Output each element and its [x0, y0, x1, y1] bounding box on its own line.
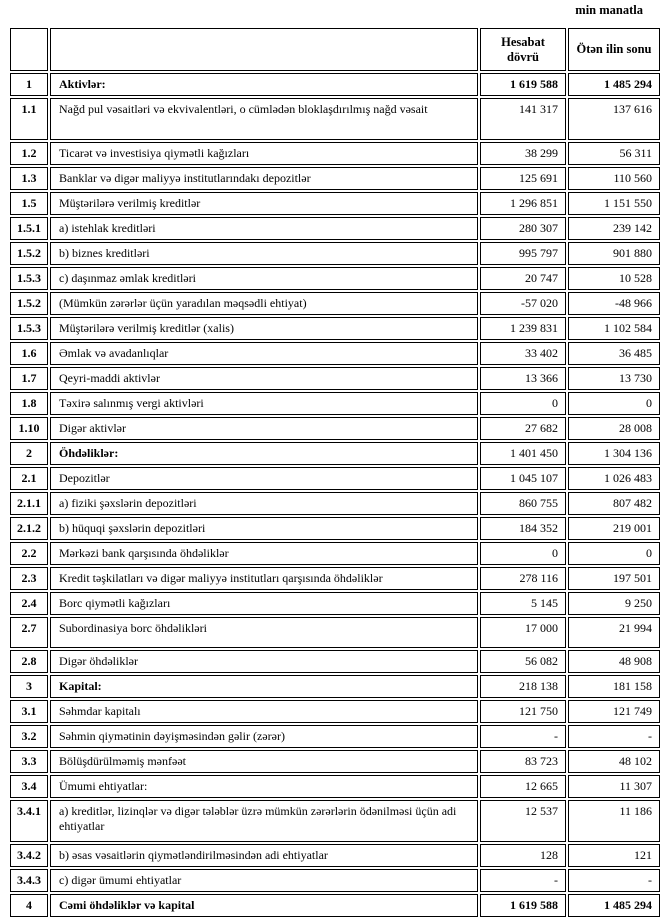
- row-number: 4: [10, 894, 48, 917]
- table-row: [10, 217, 660, 240]
- table-row: [10, 750, 660, 773]
- table-row: [10, 542, 660, 565]
- value-previous: 1 485 294: [568, 73, 660, 96]
- table-row: [10, 650, 660, 673]
- value-current: 56 082: [480, 650, 566, 673]
- row-number: 3.2: [10, 725, 48, 748]
- row-number: 2.2: [10, 542, 48, 565]
- row-label: Müştərilərə verilmiş kreditlər: [50, 192, 478, 215]
- table-row: [10, 167, 660, 190]
- value-previous: 13 730: [568, 367, 660, 390]
- row-label: a) kreditlər, lizinqlər və digər tələblər üzrə mümkün zərərlərin ödənilməsi üçün adi ehtiyatlar: [50, 800, 478, 842]
- table-row: [10, 392, 660, 415]
- value-current: 1 619 588: [480, 894, 566, 917]
- value-previous: 36 485: [568, 342, 660, 365]
- value-previous: 56 311: [568, 142, 660, 165]
- value-current: 38 299: [480, 142, 566, 165]
- row-number: 1: [10, 73, 48, 96]
- row-label: Müştərilərə verilmiş kreditlər (xalis): [50, 317, 478, 340]
- row-label: Aktivlər:: [50, 73, 478, 96]
- value-current: 83 723: [480, 750, 566, 773]
- row-number: 2.1.1: [10, 492, 48, 515]
- value-previous: 11 307: [568, 775, 660, 798]
- value-current: 12 537: [480, 800, 566, 842]
- value-previous: 48 908: [568, 650, 660, 673]
- value-current: 121 750: [480, 700, 566, 723]
- value-previous: -: [568, 869, 660, 892]
- row-label: Qeyri-maddi aktivlər: [50, 367, 478, 390]
- value-previous: 28 008: [568, 417, 660, 440]
- header-label-cell: [50, 28, 478, 71]
- row-number: 1.5.1: [10, 217, 48, 240]
- value-previous: -: [568, 725, 660, 748]
- value-current: 0: [480, 542, 566, 565]
- table-row: [10, 592, 660, 615]
- unit-note: min manatla: [575, 3, 643, 17]
- table-row: [10, 517, 660, 540]
- row-number: 1.5.2: [10, 242, 48, 265]
- header-current-period: Hesabat dövrü: [480, 28, 566, 71]
- value-previous: 901 880: [568, 242, 660, 265]
- row-number: 1.6: [10, 342, 48, 365]
- row-number: 3.1: [10, 700, 48, 723]
- value-previous: 1 304 136: [568, 442, 660, 465]
- table-row: [10, 267, 660, 290]
- value-current: 995 797: [480, 242, 566, 265]
- table-row: [10, 869, 660, 892]
- value-previous: 1 102 584: [568, 317, 660, 340]
- value-current: -: [480, 725, 566, 748]
- table-row: [10, 725, 660, 748]
- balance-sheet-table: [8, 26, 662, 919]
- row-label: Öhdəliklər:: [50, 442, 478, 465]
- row-number: 1.8: [10, 392, 48, 415]
- value-current: 17 000: [480, 617, 566, 648]
- table-row: [10, 617, 660, 648]
- value-previous: 219 001: [568, 517, 660, 540]
- value-previous: 1 151 550: [568, 192, 660, 215]
- row-number: 3.4.1: [10, 800, 48, 842]
- row-label: Digər öhdəliklər: [50, 650, 478, 673]
- row-label: Depozitlər: [50, 467, 478, 490]
- row-number: 1.5: [10, 192, 48, 215]
- value-current: 218 138: [480, 675, 566, 698]
- table-row: [10, 567, 660, 590]
- row-number: 2: [10, 442, 48, 465]
- row-number: 1.7: [10, 367, 48, 390]
- table-row: [10, 844, 660, 867]
- value-current: -57 020: [480, 292, 566, 315]
- row-label: Səhmdar kapitalı: [50, 700, 478, 723]
- value-current: 1 401 450: [480, 442, 566, 465]
- row-number: 3.4.3: [10, 869, 48, 892]
- value-previous: 137 616: [568, 98, 660, 140]
- row-label: (Mümkün zərərlər üçün yaradılan məqsədli ehtiyat): [50, 292, 478, 315]
- value-current: 5 145: [480, 592, 566, 615]
- value-current: -: [480, 869, 566, 892]
- row-label: Ümumi ehtiyatlar:: [50, 775, 478, 798]
- value-current: 0: [480, 392, 566, 415]
- row-number: 2.3: [10, 567, 48, 590]
- row-label: Digər aktivlər: [50, 417, 478, 440]
- row-label: Təxirə salınmış vergi aktivləri: [50, 392, 478, 415]
- row-label: b) hüquqi şəxslərin depozitləri: [50, 517, 478, 540]
- table-row: [10, 192, 660, 215]
- value-current: 20 747: [480, 267, 566, 290]
- value-previous: 110 560: [568, 167, 660, 190]
- value-current: 860 755: [480, 492, 566, 515]
- value-current: 13 366: [480, 367, 566, 390]
- value-current: 12 665: [480, 775, 566, 798]
- row-number: 1.5.3: [10, 267, 48, 290]
- row-number: 3.4.2: [10, 844, 48, 867]
- table-row: [10, 317, 660, 340]
- value-current: 1 239 831: [480, 317, 566, 340]
- row-label: Əmlak və avadanlıqlar: [50, 342, 478, 365]
- value-current: 125 691: [480, 167, 566, 190]
- table-row: [10, 800, 660, 842]
- row-number: 2.7: [10, 617, 48, 648]
- value-previous: 10 528: [568, 267, 660, 290]
- value-current: 128: [480, 844, 566, 867]
- table-row: [10, 98, 660, 140]
- table-row: [10, 367, 660, 390]
- value-previous: 21 994: [568, 617, 660, 648]
- table-header: [10, 28, 660, 71]
- table-row: [10, 242, 660, 265]
- row-label: Kredit təşkilatları və digər maliyyə institutları qarşısında öhdəliklər: [50, 567, 478, 590]
- value-previous: 807 482: [568, 492, 660, 515]
- row-label: Borc qiymətli kağızları: [50, 592, 478, 615]
- value-current: 27 682: [480, 417, 566, 440]
- value-previous: -48 966: [568, 292, 660, 315]
- value-current: 1 045 107: [480, 467, 566, 490]
- value-previous: 1 485 294: [568, 894, 660, 917]
- value-previous: 1 026 483: [568, 467, 660, 490]
- table-row: [10, 417, 660, 440]
- row-number: 3.3: [10, 750, 48, 773]
- row-number: 2.8: [10, 650, 48, 673]
- value-previous: 121 749: [568, 700, 660, 723]
- row-label: Nağd pul vəsaitləri və ekvivalentləri, o cümlədən bloklaşdırılmış nağd vəsait: [50, 98, 478, 140]
- header-row: [10, 28, 660, 71]
- row-label: Banklar və digər maliyyə institutlarındakı depozitlər: [50, 167, 478, 190]
- row-label: b) əsas vəsaitlərin qiymətləndirilməsindən adi ehtiyatlar: [50, 844, 478, 867]
- row-label: Subordinasiya borc öhdəlikləri: [50, 617, 478, 648]
- row-number: 3.4: [10, 775, 48, 798]
- table-row: [10, 894, 660, 917]
- row-number: 1.1: [10, 98, 48, 140]
- value-previous: 9 250: [568, 592, 660, 615]
- value-current: 141 317: [480, 98, 566, 140]
- row-label: a) fiziki şəxslərin depozitləri: [50, 492, 478, 515]
- row-label: Cəmi öhdəliklər və kapital: [50, 894, 478, 917]
- value-previous: 197 501: [568, 567, 660, 590]
- row-number: 1.5.3: [10, 317, 48, 340]
- row-label: c) digər ümumi ehtiyatlar: [50, 869, 478, 892]
- value-current: 280 307: [480, 217, 566, 240]
- row-label: c) daşınmaz əmlak kreditləri: [50, 267, 478, 290]
- table-row: [10, 142, 660, 165]
- table-row: [10, 342, 660, 365]
- value-previous: 48 102: [568, 750, 660, 773]
- row-number: 1.5.2: [10, 292, 48, 315]
- value-current: 278 116: [480, 567, 566, 590]
- value-current: 33 402: [480, 342, 566, 365]
- table-row: [10, 775, 660, 798]
- header-previous-year: Ötən ilin sonu: [568, 28, 660, 71]
- table-row: [10, 73, 660, 96]
- table-row: [10, 675, 660, 698]
- row-number: 1.3: [10, 167, 48, 190]
- value-previous: 0: [568, 392, 660, 415]
- row-label: Ticarət və investisiya qiymətli kağızları: [50, 142, 478, 165]
- value-previous: 0: [568, 542, 660, 565]
- value-current: 1 296 851: [480, 192, 566, 215]
- row-label: Səhmin qiymətinin dəyişməsindən gəlir (zərər): [50, 725, 478, 748]
- value-previous: 11 186: [568, 800, 660, 842]
- row-number: 2.4: [10, 592, 48, 615]
- table-row: [10, 492, 660, 515]
- value-current: 1 619 588: [480, 73, 566, 96]
- row-label: Mərkəzi bank qarşısında öhdəliklər: [50, 542, 478, 565]
- value-previous: 239 142: [568, 217, 660, 240]
- table-row: [10, 442, 660, 465]
- value-previous: 121: [568, 844, 660, 867]
- table-row: [10, 700, 660, 723]
- row-number: 2.1: [10, 467, 48, 490]
- row-number: 3: [10, 675, 48, 698]
- row-label: b) biznes kreditləri: [50, 242, 478, 265]
- row-number: 1.2: [10, 142, 48, 165]
- row-label: a) istehlak kreditləri: [50, 217, 478, 240]
- balance-table-body: [10, 73, 660, 917]
- row-label: Kapital:: [50, 675, 478, 698]
- table-row: [10, 467, 660, 490]
- table-row: [10, 292, 660, 315]
- value-current: 184 352: [480, 517, 566, 540]
- header-number-cell: [10, 28, 48, 71]
- row-number: 2.1.2: [10, 517, 48, 540]
- row-number: 1.10: [10, 417, 48, 440]
- value-previous: 181 158: [568, 675, 660, 698]
- row-label: Bölüşdürülməmiş mənfəət: [50, 750, 478, 773]
